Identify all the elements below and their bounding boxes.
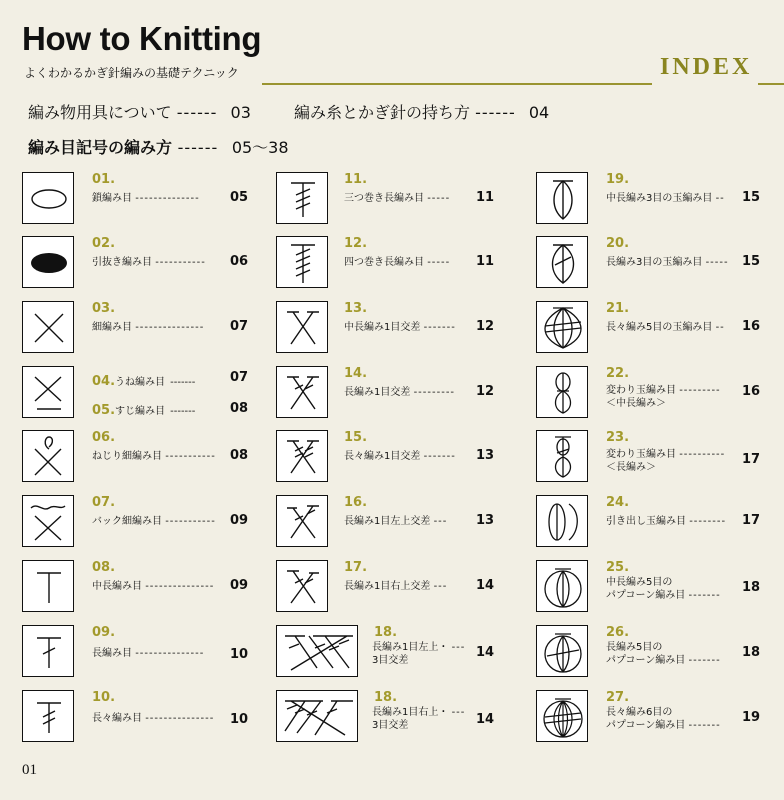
twisted-single-crochet-icon (22, 430, 74, 482)
entry-name: 中長編み3目の玉編み目 -- (606, 193, 725, 204)
entry-name: 四つ巻き長編み目 ----- (344, 257, 451, 268)
leader-dots: ------ (176, 103, 218, 122)
entry-page: 19 (742, 710, 761, 725)
entry-name: うね編み目 (115, 377, 166, 388)
entry-name: 引き出し玉編み目 -------- (606, 516, 727, 527)
quadruple-treble-icon (276, 236, 328, 288)
entry-08[interactable] (22, 560, 272, 618)
entry-number: 15. (344, 430, 368, 445)
entry-number: 08. (92, 560, 116, 575)
entry-name: 長編み1目交差 --------- (344, 387, 456, 398)
double-crochet-icon (22, 625, 74, 677)
entry-11[interactable] (276, 172, 526, 230)
entry-name: 長編み1目右上交差 --- (344, 581, 448, 592)
entry-page: 08 (230, 401, 249, 416)
hdc-3-bobble-icon (536, 172, 588, 224)
entry-10[interactable] (22, 690, 272, 748)
entry-12[interactable] (276, 236, 526, 294)
entry-page: 12 (476, 384, 495, 399)
entry-14[interactable] (276, 366, 526, 424)
toc-yarn-label: 編み糸とかぎ針の持ち方 (294, 103, 471, 122)
leader-dots: ------- (170, 377, 196, 388)
entry-name: 長編み1目左上・ --- 3目交差 (372, 642, 466, 666)
right-cross-3-icon (276, 690, 358, 742)
entry-number: 27. (606, 690, 630, 705)
entry-number: 24. (606, 495, 630, 510)
entry-number: 03. (92, 301, 116, 316)
entry-page: 15 (742, 190, 761, 205)
toc-yarn-page: 04 (528, 103, 550, 122)
tr-5-bobble-icon (536, 301, 588, 353)
ridge-stitch-icon (22, 366, 74, 418)
entry-name: 長編み1目右上・ --- 3目交差 (372, 707, 466, 731)
toc-tools-page: 03 (230, 103, 251, 122)
pulled-bobble-icon (536, 495, 588, 547)
entry-21[interactable] (536, 301, 784, 359)
entry-name: すじ編み目 (115, 406, 166, 417)
entry-number: 07. (92, 495, 116, 510)
entry-name: 変わり玉編み目 --------- ＜中長編み＞ (606, 385, 721, 409)
entry-page: 17 (742, 513, 761, 528)
entry-18b[interactable] (276, 690, 526, 748)
entry-number: 11. (344, 172, 368, 187)
single-crochet-icon (22, 301, 74, 353)
entry-page: 08 (230, 448, 249, 463)
entry-name: 長編み3目の玉編み目 ----- (606, 257, 729, 268)
entry-04-05[interactable] (22, 366, 272, 424)
entry-number: 01. (92, 172, 116, 187)
crossed-hdc-icon (276, 301, 328, 353)
toc-tools[interactable] (28, 100, 251, 123)
entry-page: 14 (476, 712, 495, 727)
entry-number: 20. (606, 236, 630, 251)
entry-page: 07 (230, 319, 249, 334)
entry-name: 中長編み目 --------------- (92, 581, 215, 592)
hdc-5-popcorn-icon (536, 560, 588, 612)
toc-stitches-label: 編み目記号の編み方 (28, 138, 173, 157)
page-number: 01 (22, 762, 37, 778)
entry-page: 13 (476, 513, 495, 528)
entry-number: 21. (606, 301, 630, 316)
entry-page: 10 (230, 647, 249, 662)
toc-tools-label: 編み物用具について (28, 103, 172, 122)
entry-page: 09 (230, 578, 249, 593)
entry-number: 19. (606, 172, 630, 187)
entry-name: ねじり細編み目 ----------- (92, 451, 216, 462)
entry-name: 長々編み1目交差 ------- (344, 451, 456, 462)
entry-number: 04. (92, 374, 116, 389)
entry-22[interactable] (536, 366, 784, 424)
entry-number: 26. (606, 625, 630, 640)
entry-02[interactable] (22, 236, 272, 294)
half-double-crochet-icon (22, 560, 74, 612)
entry-page: 16 (742, 384, 761, 399)
entry-number: 25. (606, 560, 630, 575)
entry-name: 長編み5目の パプコーン編み目 ------- (606, 642, 721, 666)
header-rule-right (758, 83, 784, 85)
entry-number: 13. (344, 301, 368, 316)
entry-03[interactable] (22, 301, 272, 359)
entry-name: 長々編み6目の パプコーン編み目 ------- (606, 707, 721, 731)
entry-number: 12. (344, 236, 368, 251)
entry-23[interactable] (536, 430, 784, 488)
entry-number: 09. (92, 625, 116, 640)
entry-19[interactable] (536, 172, 784, 230)
entry-number: 23. (606, 430, 630, 445)
entry-page: 13 (476, 448, 495, 463)
entry-page: 15 (742, 254, 761, 269)
entry-number: 16. (344, 495, 368, 510)
entry-25[interactable] (536, 560, 784, 618)
entry-27[interactable] (536, 690, 784, 748)
entry-13[interactable] (276, 301, 526, 359)
page-title: How to Knitting (22, 20, 262, 57)
variant-puff-hdc-icon (536, 366, 588, 418)
entry-page: 12 (476, 319, 495, 334)
treble-crochet-icon (22, 690, 74, 742)
entry-name: 変わり玉編み目 ---------- ＜長編み＞ (606, 449, 726, 473)
entry-name: 鎖編み目 -------------- (92, 193, 200, 204)
page-subtitle: よくわかるかぎ針編みの基礎テクニック (24, 66, 239, 80)
entry-page: 18 (742, 580, 761, 595)
entry-01[interactable] (22, 172, 272, 230)
entry-page: 06 (230, 254, 249, 269)
toc-stitches-page: 05〜38 (231, 138, 289, 157)
entry-name: 三つ巻き長編み目 ----- (344, 193, 451, 204)
entry-07[interactable] (22, 495, 272, 553)
entry-number: 18. (374, 625, 398, 640)
entry-number: 14. (344, 366, 368, 381)
variant-puff-dc-icon (536, 430, 588, 482)
entry-number: 06. (92, 430, 116, 445)
entry-page: 09 (230, 513, 249, 528)
entry-15[interactable] (276, 430, 526, 488)
entry-number: 18. (374, 690, 398, 705)
entry-name: 中長編み1目交差 ------- (344, 322, 456, 333)
entry-26[interactable] (536, 625, 784, 683)
entry-page: 07 (230, 370, 249, 385)
dc-5-popcorn-icon (536, 625, 588, 677)
leader-dots: ------- (170, 406, 196, 417)
entry-page: 14 (476, 645, 495, 660)
entry-page: 05 (230, 190, 249, 205)
crossed-dc-icon (276, 366, 328, 418)
entry-name: 細編み目 --------------- (92, 322, 205, 333)
entry-name: 長々編み目 --------------- (92, 713, 215, 724)
entry-09[interactable] (22, 625, 272, 683)
entry-name: バック細編み目 ----------- (92, 516, 216, 527)
leader-dots: ------ (475, 103, 516, 122)
entry-name: 引抜き編み目 ----------- (92, 257, 206, 268)
entry-20[interactable] (536, 236, 784, 294)
left-cross-dc-icon (276, 495, 328, 547)
toc-stitches[interactable] (28, 135, 289, 158)
entry-number: 17. (344, 560, 368, 575)
slip-stitch-icon (22, 236, 74, 288)
entry-16[interactable] (276, 495, 526, 553)
header-rule-left (262, 83, 652, 85)
entry-number: 10. (92, 690, 116, 705)
entry-page: 16 (742, 319, 761, 334)
reverse-single-crochet-icon (22, 495, 74, 547)
entry-number: 05. (92, 403, 116, 418)
entry-18a[interactable] (276, 625, 526, 683)
entry-page: 14 (476, 578, 495, 593)
leader-dots: ------ (177, 138, 219, 157)
entry-name: 長編み1目左上交差 --- (344, 516, 448, 527)
entry-17[interactable] (276, 560, 526, 618)
entry-page: 11 (476, 254, 495, 269)
entry-page: 18 (742, 645, 761, 660)
dc-3-bobble-icon (536, 236, 588, 288)
crossed-tr-icon (276, 430, 328, 482)
left-cross-3-icon (276, 625, 358, 677)
chain-stitch-icon (22, 172, 74, 224)
right-cross-dc-icon (276, 560, 328, 612)
tr-6-popcorn-icon (536, 690, 588, 742)
toc-yarn[interactable] (294, 100, 549, 123)
entry-name: 長編み目 --------------- (92, 648, 205, 659)
entry-number: 22. (606, 366, 630, 381)
index-label: INDEX (660, 54, 753, 80)
triple-treble-icon (276, 172, 328, 224)
entry-name: 中長編み5目の パプコーン編み目 ------- (606, 577, 721, 601)
entry-06[interactable] (22, 430, 272, 488)
entry-page: 11 (476, 190, 495, 205)
entry-number: 02. (92, 236, 116, 251)
entry-name: 長々編み5目の玉編み目 -- (606, 322, 725, 333)
entry-24[interactable] (536, 495, 784, 553)
entry-page: 10 (230, 712, 249, 727)
entry-page: 17 (742, 452, 761, 467)
